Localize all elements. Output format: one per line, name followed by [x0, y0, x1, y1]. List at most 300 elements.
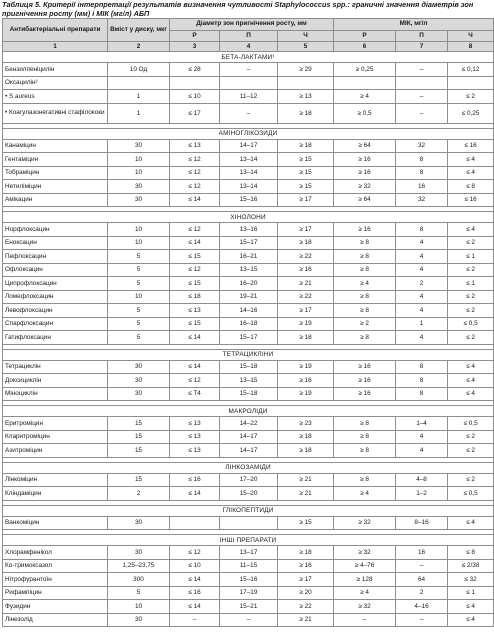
value-cell: ≤ 16 — [170, 473, 220, 487]
table-row — [3, 236, 494, 250]
value-cell: ≤ 13 — [170, 304, 220, 318]
table-body — [3, 42, 494, 627]
drug-name-cell: Нетиліміцин — [3, 180, 108, 194]
drug-name-cell: • Коагулазонегативні стафілококи — [3, 103, 108, 123]
drug-name-cell: Тетрациклін — [3, 360, 108, 374]
table-caption: Таблиця 5. Критерії інтерпретації результатів визначення чутливості Staphylococcus spp.: граничні значення діаметрів зон пригнічення росту (мм) і МІК (мг/л) АБП — [2, 0, 474, 18]
drug-name-cell: Спарфлоксацин — [3, 317, 108, 331]
table-row — [3, 180, 494, 194]
value-cell: ≤ 2 — [448, 473, 494, 487]
drug-name-cell: • S.aureus — [3, 90, 108, 104]
value-cell: ≤ 1 — [448, 586, 494, 600]
value-cell: ≤ 10 — [170, 90, 220, 104]
value-cell: ≥ 4–76 — [334, 559, 396, 573]
value-cell: 30 — [108, 139, 170, 153]
value-cell: ≤ 0,5 — [448, 487, 494, 501]
value-cell: ≥ 17 — [278, 573, 334, 587]
value-cell: 15–16 — [220, 193, 278, 207]
value-cell: ≥ 15 — [278, 153, 334, 167]
value-cell: ≥ 0,25 — [334, 63, 396, 77]
value-cell: ≤ 16 — [170, 586, 220, 600]
value-cell: 13–16 — [220, 223, 278, 237]
value-cell — [108, 76, 170, 90]
value-cell: 16–18 — [220, 317, 278, 331]
value-cell: 14–17 — [220, 444, 278, 458]
drug-name-cell: Хлорамфенікол — [3, 546, 108, 560]
value-cell: ≥ 32 — [334, 180, 396, 194]
header-mic-ch: Ч — [448, 30, 494, 42]
value-cell: 30 — [108, 360, 170, 374]
value-cell: 15–18 — [220, 360, 278, 374]
value-cell: 17–20 — [220, 473, 278, 487]
value-cell: ≥ 8 — [334, 430, 396, 444]
value-cell: ≤ 4 — [448, 360, 494, 374]
section-title: ГЛІКОПЕПТИДИ — [3, 505, 494, 516]
table-row — [3, 263, 494, 277]
value-cell: 15–21 — [220, 600, 278, 614]
value-cell — [278, 76, 334, 90]
section-header-row — [3, 406, 494, 417]
value-cell: ≥ 21 — [278, 613, 334, 627]
value-cell: 4 — [396, 250, 448, 264]
value-cell: – — [396, 613, 448, 627]
table-header — [3, 19, 494, 42]
value-cell: ≤ 1 — [448, 277, 494, 291]
value-cell: ≥ 32 — [334, 516, 396, 530]
value-cell: 15 — [108, 444, 170, 458]
value-cell: ≥ 20 — [278, 586, 334, 600]
header-mic-p: П — [396, 30, 448, 42]
table-row — [3, 139, 494, 153]
value-cell: ≤ 14 — [170, 487, 220, 501]
value-cell: ≤ 12 — [170, 166, 220, 180]
value-cell: ≥ 4 — [334, 586, 396, 600]
value-cell: ≥ 18 — [278, 430, 334, 444]
value-cell: ≤ 12 — [170, 223, 220, 237]
value-cell: 15–17 — [220, 331, 278, 345]
value-cell: 5 — [108, 250, 170, 264]
value-cell: ≤ 0,25 — [448, 103, 494, 123]
value-cell: 32 — [396, 139, 448, 153]
value-cell: 4 — [396, 236, 448, 250]
drug-name-cell: Офлоксацин — [3, 263, 108, 277]
value-cell: – — [396, 103, 448, 123]
value-cell: ≥ 8 — [334, 250, 396, 264]
value-cell: 15 — [108, 430, 170, 444]
drug-name-cell: Амікацин — [3, 193, 108, 207]
table-row — [3, 487, 494, 501]
column-number: 3 — [170, 42, 220, 52]
section-title: ХІНОЛОНИ — [3, 212, 494, 223]
value-cell: ≤ 13 — [170, 430, 220, 444]
value-cell: 15 — [108, 417, 170, 431]
value-cell: – — [396, 90, 448, 104]
value-cell: ≥ 15 — [278, 166, 334, 180]
value-cell: ≤ 2 — [448, 444, 494, 458]
drug-name-cell: Ванкоміцин — [3, 516, 108, 530]
value-cell: 10 — [108, 290, 170, 304]
value-cell: ≥ 8 — [334, 236, 396, 250]
value-cell: ≥ 32 — [334, 546, 396, 560]
value-cell: 5 — [108, 263, 170, 277]
value-cell: 8 — [396, 387, 448, 401]
section-title: ІНШІ ПРЕПАРАТИ — [3, 535, 494, 546]
value-cell: 16–20 — [220, 277, 278, 291]
value-cell: 4–16 — [396, 600, 448, 614]
table-row — [3, 193, 494, 207]
value-cell: 64 — [396, 573, 448, 587]
table-row — [3, 613, 494, 627]
value-cell: ≥ 17 — [278, 193, 334, 207]
table-row — [3, 166, 494, 180]
value-cell: ≤ 12 — [170, 153, 220, 167]
drug-name-cell: Ломефлоксацин — [3, 290, 108, 304]
drug-name-cell: Тобраміцин — [3, 166, 108, 180]
drug-name-cell: Бензилпеніцилін — [3, 63, 108, 77]
table-row — [3, 430, 494, 444]
value-cell: ≥ 16 — [278, 263, 334, 277]
drug-name-cell: Лінезолід — [3, 613, 108, 627]
section-title: ЛІНКОЗАМІДИ — [3, 462, 494, 473]
drug-name-cell: Кларитроміцин — [3, 430, 108, 444]
value-cell: ≥ 64 — [334, 193, 396, 207]
value-cell: 15–18 — [220, 387, 278, 401]
value-cell: 4 — [396, 331, 448, 345]
value-cell: 16 — [396, 546, 448, 560]
drug-name-cell: Ципрофлоксацин — [3, 277, 108, 291]
drug-name-cell: Норфлоксацин — [3, 223, 108, 237]
value-cell: ≥ 23 — [278, 417, 334, 431]
value-cell: ≥ 18 — [278, 139, 334, 153]
value-cell: 10 — [108, 236, 170, 250]
value-cell: 30 — [108, 546, 170, 560]
value-cell: ≥ 17 — [278, 304, 334, 318]
value-cell: ≥ 4 — [334, 487, 396, 501]
value-cell: ≤ 12 — [170, 374, 220, 388]
value-cell: 300 — [108, 573, 170, 587]
value-cell: ≤ 14 — [170, 236, 220, 250]
value-cell: 30 — [108, 613, 170, 627]
value-cell: ≤ 13 — [170, 444, 220, 458]
value-cell: 5 — [108, 586, 170, 600]
value-cell: ≥ 0,5 — [334, 103, 396, 123]
value-cell: ≤ 0,12 — [448, 63, 494, 77]
value-cell: ≤ 14 — [170, 360, 220, 374]
value-cell: 8 — [396, 166, 448, 180]
value-cell: 13–14 — [220, 153, 278, 167]
value-cell: ≤ 15 — [170, 317, 220, 331]
value-cell: ≥ 19 — [278, 387, 334, 401]
table-row — [3, 153, 494, 167]
value-cell: 1,25–23,75 — [108, 559, 170, 573]
value-cell: 4 — [396, 430, 448, 444]
header-zone-group: Діаметр зон пригнічення росту, мм — [170, 19, 334, 31]
header-drug: Антибактеріальні препарати — [3, 19, 108, 42]
column-number: 2 — [108, 42, 170, 52]
value-cell — [220, 76, 278, 90]
value-cell: 5 — [108, 331, 170, 345]
value-cell: ≥ 16 — [278, 559, 334, 573]
value-cell: ≤ 15 — [170, 277, 220, 291]
value-cell: 11–12 — [220, 90, 278, 104]
value-cell: 8 — [396, 360, 448, 374]
value-cell: 10 — [108, 223, 170, 237]
value-cell: ≥ 29 — [278, 63, 334, 77]
column-number: 1 — [3, 42, 108, 52]
value-cell: ≤ 8 — [448, 546, 494, 560]
value-cell: ≤ 18 — [170, 290, 220, 304]
value-cell: ≤ 4 — [448, 166, 494, 180]
table-row — [3, 473, 494, 487]
section-header-row — [3, 349, 494, 360]
value-cell — [396, 76, 448, 90]
value-cell: 15–17 — [220, 236, 278, 250]
value-cell: ≥ 32 — [334, 600, 396, 614]
value-cell: ≥ 18 — [278, 546, 334, 560]
value-cell: 14–22 — [220, 417, 278, 431]
table-row — [3, 546, 494, 560]
value-cell: ≥ 22 — [278, 290, 334, 304]
value-cell: 13–15 — [220, 263, 278, 277]
value-cell: 2 — [396, 586, 448, 600]
value-cell: ≥ 8 — [334, 290, 396, 304]
column-number: 8 — [448, 42, 494, 52]
value-cell: ≤ 2/38 — [448, 559, 494, 573]
section-header-row — [3, 505, 494, 516]
value-cell: 4 — [396, 290, 448, 304]
section-title: МАКРОЛІДИ — [3, 406, 494, 417]
value-cell: 32 — [396, 193, 448, 207]
value-cell — [448, 76, 494, 90]
value-cell: ≤ 2 — [448, 290, 494, 304]
value-cell: ≥ 16 — [334, 387, 396, 401]
section-title: ТЕТРАЦИКЛІНИ — [3, 349, 494, 360]
table-row — [3, 374, 494, 388]
value-cell: ≥ 21 — [278, 487, 334, 501]
value-cell: ≥ 21 — [278, 473, 334, 487]
value-cell: ≥ 64 — [334, 139, 396, 153]
value-cell: ≥ 18 — [278, 444, 334, 458]
drug-name-cell: Фузидин — [3, 600, 108, 614]
value-cell: ≥ 4 — [334, 277, 396, 291]
value-cell: ≤ 13 — [170, 417, 220, 431]
drug-name-cell: Еритроміцин — [3, 417, 108, 431]
value-cell: ≥ 13 — [278, 90, 334, 104]
table-row — [3, 277, 494, 291]
drug-name-cell: Нітрофурантоїн — [3, 573, 108, 587]
header-mic-group: МІК, мг/л — [334, 19, 494, 31]
table-row — [3, 331, 494, 345]
value-cell: ≤ 8 — [448, 180, 494, 194]
value-cell: ≥ 18 — [278, 236, 334, 250]
table-row — [3, 317, 494, 331]
value-cell: ≤ 2 — [448, 236, 494, 250]
section-title: АМІНОГЛІКОЗИДИ — [3, 128, 494, 139]
value-cell: ≤ 32 — [448, 573, 494, 587]
value-cell: ≥ 21 — [278, 277, 334, 291]
value-cell: 1–4 — [396, 417, 448, 431]
value-cell: ≥ 16 — [334, 166, 396, 180]
drug-name-cell: Левофлоксацин — [3, 304, 108, 318]
drug-name-cell: Еноксацин — [3, 236, 108, 250]
header-zone-ch: Ч — [278, 30, 334, 42]
value-cell: 2 — [108, 487, 170, 501]
value-cell: ≤ 14 — [170, 193, 220, 207]
table-row — [3, 559, 494, 573]
drug-name-cell: Пефлоксацин — [3, 250, 108, 264]
value-cell: ≤ 2 — [448, 90, 494, 104]
value-cell: ≥ 8 — [334, 304, 396, 318]
value-cell: ≥ 8 — [334, 417, 396, 431]
value-cell: ≥ 16 — [278, 374, 334, 388]
value-cell: – — [220, 63, 278, 77]
table-row — [3, 103, 494, 123]
value-cell: ≥ 22 — [278, 250, 334, 264]
value-cell: – — [220, 613, 278, 627]
value-cell: – — [396, 559, 448, 573]
value-cell: ≥ 22 — [278, 600, 334, 614]
value-cell: 15–20 — [220, 487, 278, 501]
table-row — [3, 290, 494, 304]
value-cell: ≤ 2 — [448, 304, 494, 318]
value-cell: ≤ 14 — [170, 600, 220, 614]
value-cell — [170, 516, 220, 530]
drug-name-cell: Ко-тримоксазол — [3, 559, 108, 573]
value-cell: 4 — [396, 263, 448, 277]
susceptibility-table — [2, 18, 494, 627]
drug-name-cell: Оксацилін² — [3, 76, 108, 90]
value-cell: ≤ 12 — [170, 546, 220, 560]
value-cell: 1 — [396, 317, 448, 331]
value-cell: 30 — [108, 193, 170, 207]
value-cell: 1 — [108, 103, 170, 123]
value-cell: 10 Од — [108, 63, 170, 77]
value-cell: 4 — [396, 304, 448, 318]
value-cell: ≥ 16 — [334, 223, 396, 237]
value-cell: 8 — [396, 374, 448, 388]
value-cell: ≥ 17 — [278, 223, 334, 237]
header-mic-r: Р — [334, 30, 396, 42]
value-cell: ≥ 8 — [334, 263, 396, 277]
value-cell: 10 — [108, 600, 170, 614]
table-row — [3, 387, 494, 401]
section-header-row — [3, 212, 494, 223]
value-cell: 8 — [396, 153, 448, 167]
value-cell: 14–17 — [220, 139, 278, 153]
value-cell: – — [396, 63, 448, 77]
value-cell: ≤ 15 — [170, 250, 220, 264]
value-cell: ≤ 28 — [170, 63, 220, 77]
table-row — [3, 76, 494, 90]
column-number: 7 — [396, 42, 448, 52]
value-cell: 8–16 — [396, 516, 448, 530]
value-cell: ≥ 19 — [278, 317, 334, 331]
value-cell: ≤ 4 — [448, 613, 494, 627]
value-cell: 10 — [108, 153, 170, 167]
value-cell: ≤ 17 — [170, 103, 220, 123]
value-cell: ≤ 10 — [170, 559, 220, 573]
value-cell: ≥ 19 — [278, 360, 334, 374]
value-cell: ≥ 18 — [278, 331, 334, 345]
value-cell: ≤ 4 — [448, 600, 494, 614]
value-cell: 4–8 — [396, 473, 448, 487]
value-cell: – — [220, 103, 278, 123]
value-cell: 13–17 — [220, 546, 278, 560]
value-cell: ≤ 4 — [448, 516, 494, 530]
value-cell: 1–2 — [396, 487, 448, 501]
value-cell: ≥ 16 — [334, 360, 396, 374]
value-cell: 1 — [108, 90, 170, 104]
value-cell: ≤ 4 — [448, 223, 494, 237]
value-cell: ≤ 0,5 — [448, 417, 494, 431]
value-cell: 8 — [396, 223, 448, 237]
value-cell: 13–14 — [220, 166, 278, 180]
column-number: 5 — [278, 42, 334, 52]
section-header-row — [3, 462, 494, 473]
table-row — [3, 360, 494, 374]
table-row — [3, 600, 494, 614]
value-cell — [170, 76, 220, 90]
value-cell: ≤ 16 — [448, 139, 494, 153]
value-cell: ≥ 15 — [278, 516, 334, 530]
value-cell: ≤ 1 — [448, 250, 494, 264]
section-header-row — [3, 52, 494, 63]
drug-name-cell: Азитроміцин — [3, 444, 108, 458]
value-cell: 15 — [108, 473, 170, 487]
header-zone-r: Р — [170, 30, 220, 42]
value-cell: 11–15 — [220, 559, 278, 573]
table-row — [3, 444, 494, 458]
column-number: 6 — [334, 42, 396, 52]
value-cell — [220, 516, 278, 530]
value-cell: ≥ 16 — [334, 153, 396, 167]
column-number-row — [3, 42, 494, 52]
value-cell: 5 — [108, 304, 170, 318]
value-cell: ≤ 0,5 — [448, 317, 494, 331]
drug-name-cell: Рифампіцин — [3, 586, 108, 600]
value-cell — [334, 76, 396, 90]
value-cell: 16–21 — [220, 250, 278, 264]
value-cell: 14–16 — [220, 304, 278, 318]
value-cell: ≤ 2 — [448, 331, 494, 345]
table-row — [3, 90, 494, 104]
section-title: БЕТА-ЛАКТАМИ¹ — [3, 52, 494, 63]
value-cell: 5 — [108, 317, 170, 331]
table-row — [3, 586, 494, 600]
drug-name-cell: Канаміцин — [3, 139, 108, 153]
drug-name-cell: Доксициклін — [3, 374, 108, 388]
value-cell: ≤ Т4 — [170, 387, 220, 401]
value-cell: 30 — [108, 180, 170, 194]
section-header-row — [3, 535, 494, 546]
table-row — [3, 573, 494, 587]
value-cell: ≤ 4 — [448, 387, 494, 401]
value-cell: 16 — [396, 180, 448, 194]
value-cell: ≤ 14 — [170, 331, 220, 345]
value-cell: 15–16 — [220, 573, 278, 587]
value-cell: ≤ 12 — [170, 263, 220, 277]
drug-name-cell: Міноциклін — [3, 387, 108, 401]
table-row — [3, 516, 494, 530]
header-zone-p: П — [220, 30, 278, 42]
table-row — [3, 63, 494, 77]
table-row — [3, 417, 494, 431]
value-cell: ≤ 14 — [170, 573, 220, 587]
value-cell: ≤ 13 — [170, 139, 220, 153]
value-cell: ≥ 128 — [334, 573, 396, 587]
value-cell: ≥ 4 — [334, 90, 396, 104]
value-cell: 14–17 — [220, 430, 278, 444]
